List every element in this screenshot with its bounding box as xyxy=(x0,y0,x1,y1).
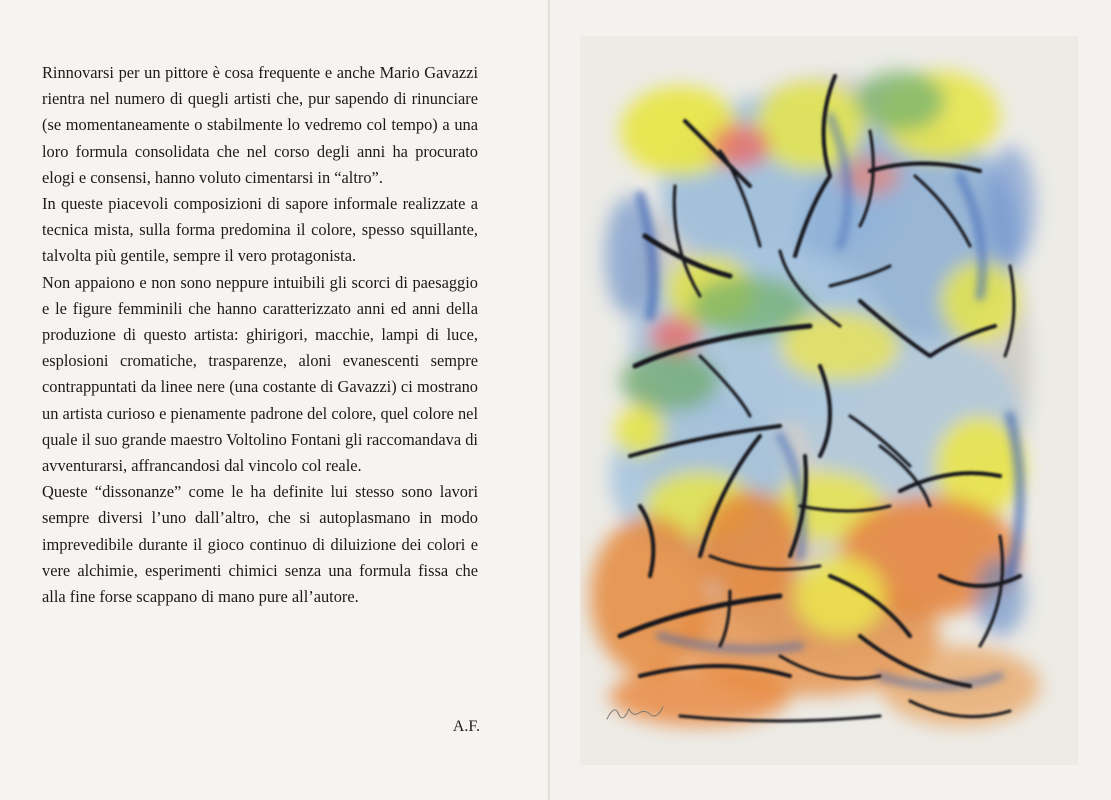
essay-text xyxy=(42,60,478,610)
author-initials: A.F. xyxy=(452,718,480,735)
wash xyxy=(855,71,945,131)
abstract-painting xyxy=(580,36,1078,765)
essay-paragraph: Queste “dissonanze” come le ha definite lui stesso sono lavori sempre diversi l’uno dall’altro, che si autoplasmano in modo imprevedibile durante il gioco continuo di diluizione dei colori e vere alchimie, esperimenti chimici senza una formula fissa che alla fine forse scappano di mano pure all’autore. xyxy=(42,482,478,607)
artist-handwritten-signature xyxy=(605,697,665,727)
essay-paragraph: Rinnovarsi per un pittore è cosa frequente e anche Mario Gavazzi rientra nel numero di quegli artisti che, pur sapendo di rinunciare (se momentaneamente o stabilmente lo vedremo col tempo) a una loro formula consolidata che nel corso degli anni ha procurato elogi e consensi, hanno voluto cimentarsi in “altro”. xyxy=(42,63,478,187)
wash xyxy=(985,146,1035,266)
wash xyxy=(710,124,770,168)
essay-paragraph: In queste piacevoli composizioni di sapore informale realizzate a tecnica mista, sulla forma predomina il colore, spesso squillante, talvolta più gentile, sempre il vero protagonista. xyxy=(42,194,478,266)
essay-paragraph: Non appaiono e non sono neppure intuibili gli scorci di paesaggio e le figure femminili che hanno caratterizzato anni ed anni della produzione di questo artista: ghirigori, macchie, lampi di luce, esplosioni cromatiche, trasparenze, aloni evanescenti sempre contrappuntati da linee nere (una costante di Gavazzi) ci mostrano un artista curioso e pienamente padrone del colore, quel colore nel quale il suo grande maestro Voltolino Fontani gli raccomandava di avventurarsi, affrancandosi dal vincolo col reale. xyxy=(42,272,478,476)
wash xyxy=(755,81,865,171)
painting-svg xyxy=(580,36,1078,765)
left-page xyxy=(0,0,548,800)
